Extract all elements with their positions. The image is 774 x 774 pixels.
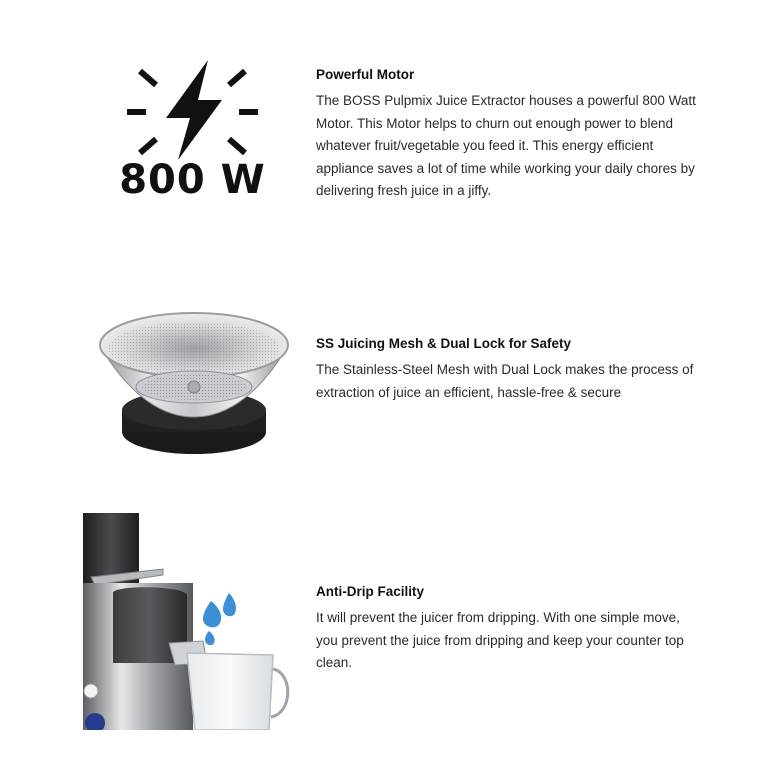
feature-description: It will prevent the juicer from dripping. With one simple move, you prevent the juice from dripping and keep your counter top clean.: [316, 610, 684, 670]
ray-bottom-left: [140, 139, 156, 153]
juicer-spout-image: [83, 513, 293, 730]
mesh-center-hub: [188, 381, 200, 393]
mesh-perforation: [108, 322, 280, 376]
ray-bottom-right: [229, 139, 245, 153]
feature-title: Anti-Drip Facility: [316, 584, 425, 599]
stainless-steel-mesh-image: [96, 305, 292, 455]
feature-description: The Stainless-Steel Mesh with Dual Lock makes the process of extraction of juice an efficient, hassle-free & secure: [316, 362, 694, 400]
bolt-shape: [166, 60, 222, 160]
motor-wattage-label: 800 W: [119, 157, 266, 203]
feature-juicing-mesh: [0, 250, 774, 500]
mesh-illustration: [96, 305, 292, 455]
juicer-illustration: [83, 513, 293, 730]
lightning-bolt-icon: [110, 56, 275, 161]
feature-anti-drip: [0, 500, 774, 774]
feature-description: The BOSS Pulpmix Juice Extractor houses a powerful 800 Watt Motor. This Motor helps to churn out enough power to blend whatever fruit/vegetable you feed it. This energy efficient appliance saves a lot of time while working your daily chores by delivering fresh juice in a jiffy.: [316, 93, 696, 198]
motor-power-graphic: [110, 56, 275, 206]
ray-top-right: [229, 71, 245, 85]
feature-powerful-motor: [0, 0, 774, 250]
feature-text-block: [316, 66, 696, 203]
feature-text-block: [316, 335, 696, 404]
water-drop-icon: [205, 631, 215, 645]
juice-jug: [187, 653, 273, 730]
feature-title: Powerful Motor: [316, 67, 415, 82]
juice-jug-handle: [271, 669, 288, 717]
feature-text-block: [316, 583, 696, 675]
feature-title: SS Juicing Mesh & Dual Lock for Safety: [316, 336, 572, 351]
juicer-control-button: [84, 684, 98, 698]
water-drop-icon: [203, 601, 221, 627]
water-drop-icon: [223, 593, 236, 616]
ray-top-left: [140, 71, 156, 85]
